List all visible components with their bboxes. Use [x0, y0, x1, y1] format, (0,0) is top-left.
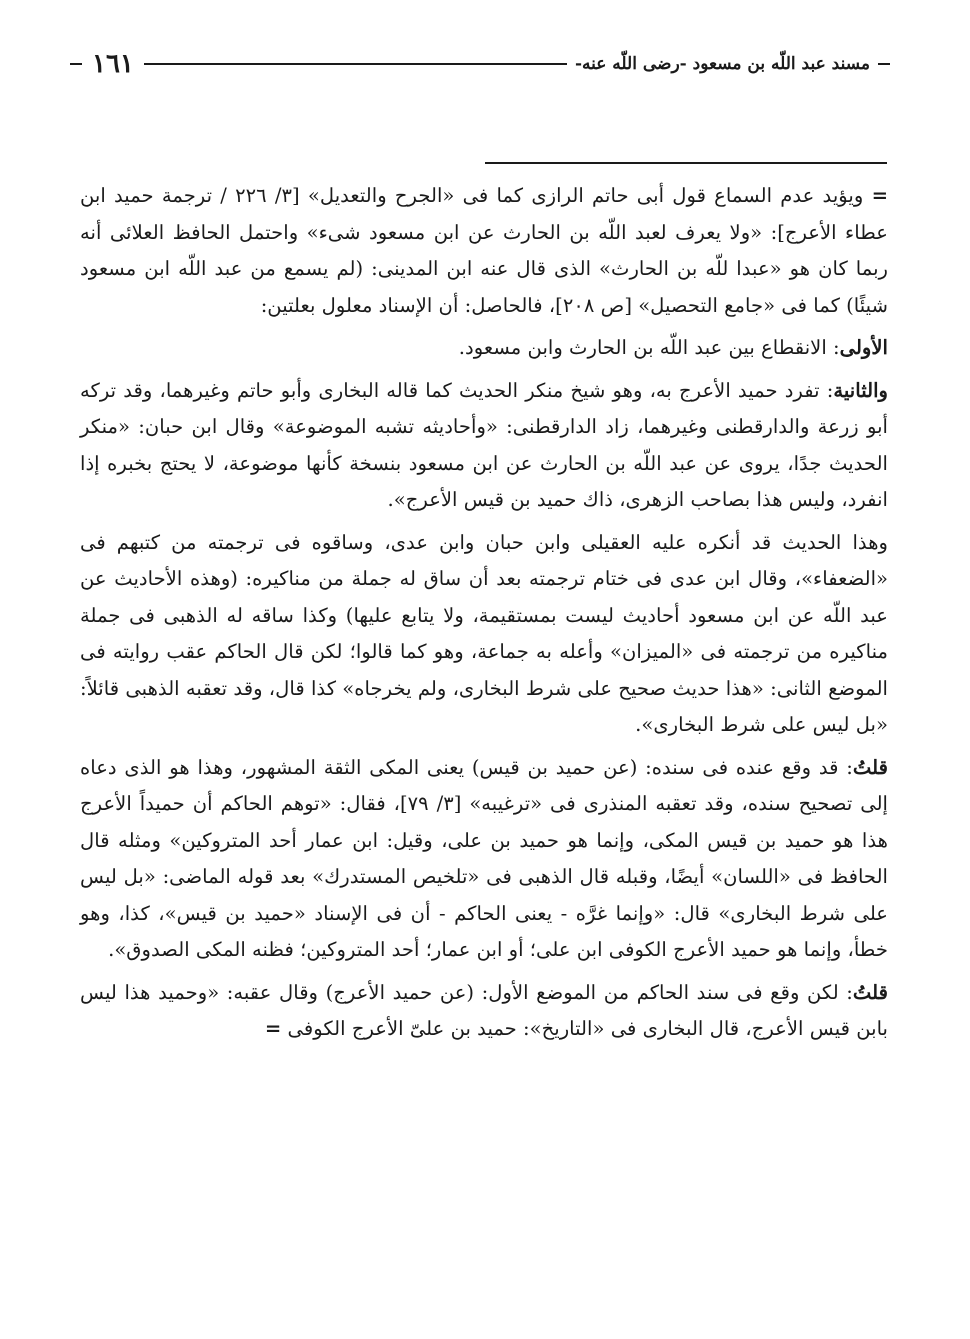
- paragraph-lead: الأولى: [839, 336, 888, 359]
- running-title: مسند عبد اللّه بن مسعود -رضى اللّه عنه-: [574, 54, 870, 74]
- paragraph-lead: قلتُ: [852, 755, 888, 779]
- header-dash: [70, 63, 82, 65]
- continuation-mark-start: =: [871, 184, 888, 207]
- paragraph-text: : لكن وقع فى سند الحاكم من الموضع الأول: (عن حميد الأعرج) وقال عقبه: «وحميد هذا ليس بابن قيس الأعرج، قال البخارى فى «التاريخ»: حميد بن علىّ الأعرج الكوفى: [80, 980, 888, 1040]
- footnote-separator: [485, 162, 887, 164]
- header-dash: [878, 63, 890, 65]
- paragraph-text: : الانقطاع بين عبد اللّه بن الحارث وابن مسعود.: [458, 336, 840, 359]
- paragraph-lead: والثانية: [833, 378, 888, 402]
- paragraph: [80, 525, 888, 744]
- footnote-body: [80, 178, 888, 1048]
- header-rule: [144, 63, 567, 65]
- paragraph-text: : قد وقع عنده فى سنده: (عن حميد بن قيس) يعنى المكى الثقة المشهور، وهذا هو الذى دعاه إلى تصحيح سنده، وقد تعقبه المنذرى فى «ترغيبه» [٣/ ٧٩]، فقال: «توهم الحاكم أن حميداً الأعرج هذا هو حميد بن قيس المكى، وإنما هو حميد بن على، وقيل: ابن عمار أحد المتروكين» ومثله قال الحافظ فى «اللسان» أيضًا، وقبله قال الذهبى فى «تلخيص المستدرك» بعد قوله الماضى: «بل ليس على شرط البخارى» قال: «وإنما غرَّه - يعنى الحاكم - أن فى الإسناد «حميد بن قيس»، كذا، وهو خطأ، وإنما هو حميد الأعرج الكوفى ابن على؛ أو ابن عمار؛ أحد المتروكين؛ فظنه المكى الصدوق».: [80, 755, 888, 961]
- paragraph: [80, 330, 888, 367]
- paragraph-text: : تفرد حميد الأعرج به، وهو شيخ منكر الحديث كما قاله البخارى وأبو حاتم وغيرهما، وقد تركه أبو زرعة والدارقطنى وغيرهما، زاد الدارقطنى: «وأحاديثه تشبه الموضوعة» وقال ابن حبان: «منكر الحديث جدًا، يروى عن عبد اللّه بن الحارث عن ابن مسعود بنسخة كأنها موضوعة، لا يحتج بخبره إذا انفرد، وليس هذا بصاحب الزهرى، ذاك حميد بن قيس الأعرج».: [80, 378, 888, 511]
- paragraph: [80, 750, 888, 969]
- paragraph: [80, 373, 888, 519]
- paragraph: [80, 178, 888, 324]
- paragraph: [80, 975, 888, 1048]
- page-number: ١٦١: [92, 49, 134, 79]
- paragraph-lead: قلتُ: [852, 980, 888, 1004]
- continuation-mark-end: =: [264, 1017, 282, 1040]
- paragraph-text: ويؤيد عدم السماع قول أبى حاتم الرازى كما فى «الجرح والتعديل» [٣/ ٢٢٦ / ترجمة حميد ابن عطاء الأعرج]: «ولا يعرف لعبد اللّه بن الحارث عن ابن مسعود شىء» واحتمل الحافظ العلائى أنه ربما كان هو «عبدا للّه بن الحارث» الذى قال عنه ابن المدينى: (لم يسمع من عبد اللّه ابن مسعود شيئًا) كما فى «جامع التحصيل» [ص ٢٠٨]، فالحاصل: أن الإسناد معلول بعلتين:: [80, 184, 888, 317]
- paragraph-text: وهذا الحديث قد أنكره عليه العقيلى وابن حبان وابن عدى، وساقوه فى ترجمته من كتبهم فى «الضعفاء»، وقال ابن عدى فى ختام ترجمته بعد أن ساق له جملة من مناكيره: (وهذه الأحاديث عن عبد اللّه عن ابن مسعود أحاديث ليست بمستقيمة، ولا يتابع عليها) وكذا ساقه له الذهبى فى جملة مناكيره من ترجمته فى «الميزان» وأعله به جماعة، وهو كما قالوا؛ لكن قال الحاكم عقب روايته فى الموضع الثانى: «هذا حديث صحيح على شرط البخارى، ولم يخرجاه» كذا قال، وقد تعقبه الذهبى قائلاً: «بل ليس على شرط البخارى».: [80, 530, 888, 736]
- running-header: [70, 44, 890, 84]
